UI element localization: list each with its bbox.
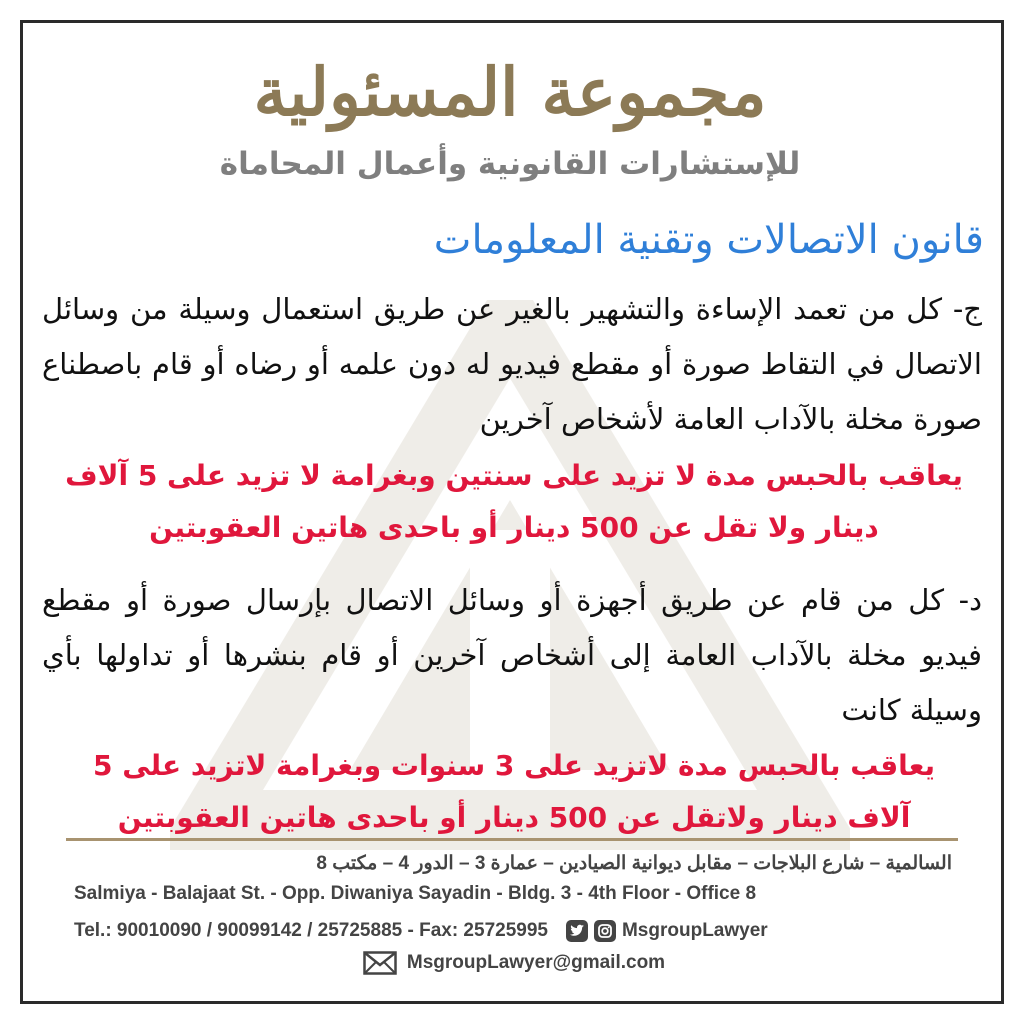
section-d-text: د- كل من قام عن طريق أجهزة أو وسائل الاتصال بإرسال صورة أو مقطع فيديو مخلة بالآداب العامة إلى أشخاص آخرين أو قام بنشرها أو تداولها بأي وسيلة كانت xyxy=(42,583,982,727)
email-icon xyxy=(363,951,397,975)
brand-subtitle: للإستشارات القانونية وأعمال المحاماة xyxy=(219,146,801,182)
contact-row xyxy=(60,916,968,946)
address-arabic: السالمية – شارع البلاجات – مقابل ديوانية الصيادين – عمارة 3 – الدور 4 – مكتب 8 xyxy=(316,853,952,874)
section-c-text: ج- كل من تعمد الإساءة والتشهير بالغير عن طريق استعمال وسيلة من وسائل الاتصال في التقاط صورة أو مقطع فيديو له دون علمه أو رضاه أو قام باصطناع صورة مخلة بالآداب العامة لأشخاص آخرين xyxy=(42,292,982,436)
phone-numbers: Tel.: 90010090 / 90099142 / 25725885 - Fax: 25725995 xyxy=(74,920,548,941)
instagram-icon[interactable] xyxy=(594,920,616,942)
twitter-icon[interactable] xyxy=(566,920,588,942)
email-address[interactable]: MsgroupLawyer@gmail.com xyxy=(406,952,666,973)
social-links xyxy=(566,916,768,946)
address-english: Salmiya - Balajaat St. - Opp. Diwaniya Sayadin - Bldg. 3 - 4th Floor - Office 8 xyxy=(74,883,757,904)
social-handle[interactable]: MsgroupLawyer xyxy=(621,920,768,941)
email-row xyxy=(60,948,968,978)
footer-divider xyxy=(66,838,958,841)
section-d-penalty: يعاقب بالحبس مدة لاتزيد على 3 سنوات وبغرامة لاتزيد على 5 آلاف دينار ولاتقل عن 500 دينار أو باحدى هاتين العقوبتين xyxy=(92,749,936,834)
brand-title: مجموعة المسئولية xyxy=(253,53,767,131)
section-c-penalty: يعاقب بالحبس مدة لا تزيد على سنتين وبغرامة لا تزيد على 5 آلاف دينار ولا تقل عن 500 دينار أو باحدى هاتين العقوبتين xyxy=(65,459,963,544)
law-title: قانون الاتصالات وتقنية المعلومات xyxy=(433,217,984,263)
